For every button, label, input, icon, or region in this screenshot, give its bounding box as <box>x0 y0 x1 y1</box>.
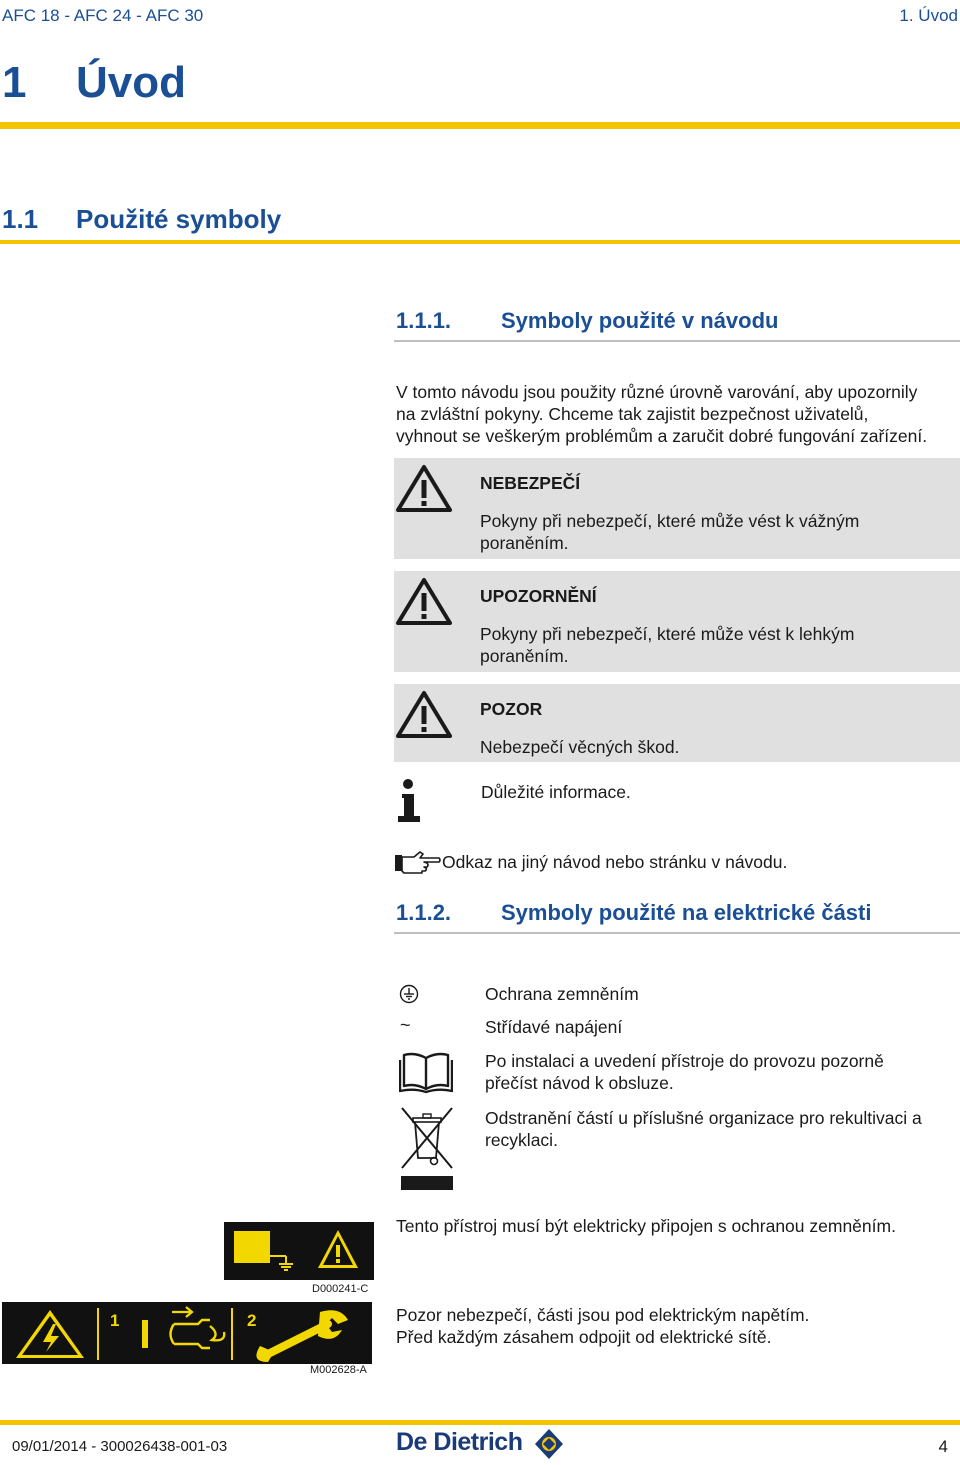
chapter-heading <box>2 58 186 108</box>
section-title: Použité symboly <box>76 204 282 234</box>
footer-date-reference: 09/01/2014 - 300026438-001-03 <box>12 1438 228 1455</box>
caution-text <box>480 736 679 758</box>
symbol-row-recycling <box>396 1104 960 1190</box>
voltage-label-step-2: 2 <box>247 1311 257 1330</box>
voltage-label-code: M002628-A <box>310 1364 367 1376</box>
alternating-current-icon: ~ <box>400 1015 411 1035</box>
chapter-rule <box>0 122 960 129</box>
brand-emblem-icon <box>534 1428 564 1460</box>
subsection-heading-1 <box>396 308 778 334</box>
warning-panel <box>394 571 960 672</box>
intro-paragraph <box>396 381 927 447</box>
subsection-rule-2 <box>394 932 960 934</box>
warning-triangle-icon <box>396 690 452 738</box>
subsection-heading-2 <box>396 900 871 926</box>
symbol-row-ac <box>396 1015 960 1039</box>
voltage-label-graphic <box>2 1302 372 1364</box>
running-header-right: 1. Úvod <box>899 6 958 25</box>
section-rule <box>0 240 960 244</box>
info-text: Důležité informace. <box>481 782 631 802</box>
voltage-label-step-1: 1 <box>110 1311 120 1330</box>
brand-logo <box>396 1428 522 1457</box>
danger-text-line: Pokyny při nebezpečí, které může vést k vážným <box>480 511 860 531</box>
section-number: 1.1 <box>2 204 39 234</box>
brand-name: De Dietrich <box>396 1428 523 1456</box>
recycling-text-line: Odstranění částí u příslušné organizace pro rekultivaci a <box>485 1108 922 1128</box>
recycling-text <box>485 1107 922 1151</box>
danger-text-line: poraněním. <box>480 533 569 553</box>
subsection-rule-1 <box>394 340 960 342</box>
running-header-left: AFC 18 - AFC 24 - AFC 30 <box>2 6 204 25</box>
subsection-title-1: Symboly použité v návodu <box>501 308 779 333</box>
pointing-hand-icon <box>394 849 442 875</box>
earthing-label-graphic <box>224 1222 374 1280</box>
warning-text-line: poraněním. <box>480 646 569 666</box>
voltage-label-line: Pozor nebezpečí, části jsou pod elektrickým napětím. <box>396 1305 810 1325</box>
manual-text-line: Po instalaci a uvedení přístroje do provozu pozorně <box>485 1051 884 1071</box>
manual-book-icon <box>399 1050 453 1094</box>
subsection-title-2: Symboly použité na elektrické části <box>501 900 872 925</box>
danger-text <box>480 510 859 554</box>
intro-line: V tomto návodu jsou použity různé úrovně varování, aby upozornily <box>396 382 918 402</box>
manual-text-line: přečíst návod k obsluze. <box>485 1073 674 1093</box>
recycling-text-line: recyklaci. <box>485 1130 558 1150</box>
chapter-title: Úvod <box>76 58 186 107</box>
reference-text: Odkaz na jiný návod nebo stránku v návodu. <box>442 852 788 872</box>
voltage-label-line: Před každým zásahem odpojit od elektrické sítě. <box>396 1327 772 1347</box>
intro-line: vyhnout se veškerým problémům a zaručit dobré fungování zařízení. <box>396 426 928 446</box>
chapter-number: 1 <box>2 58 27 107</box>
protective-earth-icon <box>399 984 419 1004</box>
danger-title: NEBEZPEČÍ <box>480 473 581 493</box>
subsection-number-2: 1.1.2. <box>396 900 452 925</box>
info-icon <box>396 778 422 824</box>
earthing-label-text: Tento přístroj musí být elektricky připojen s ochranou zemněním. <box>396 1216 896 1236</box>
caution-text-line: Nebezpečí věcných škod. <box>480 737 680 757</box>
earthing-label-code: D000241-C <box>312 1283 369 1295</box>
symbol-row-manual <box>396 1048 960 1098</box>
warning-text <box>480 623 854 667</box>
ac-text: Střídavé napájení <box>485 1017 623 1037</box>
page-number: 4 <box>938 1437 948 1456</box>
caution-title: POZOR <box>480 699 543 719</box>
crossed-bin-icon <box>400 1106 454 1190</box>
voltage-label-text <box>396 1304 809 1348</box>
section-heading <box>2 204 281 235</box>
manual-text <box>485 1050 884 1094</box>
intro-line: na zvláštní pokyny. Chceme tak zajistit bezpečnost uživatelů, <box>396 404 869 424</box>
footer-rule <box>0 1420 960 1425</box>
danger-panel <box>394 458 960 559</box>
warning-title: UPOZORNĚNÍ <box>480 586 597 606</box>
earth-text: Ochrana zemněním <box>485 984 639 1004</box>
caution-panel <box>394 684 960 762</box>
warning-triangle-icon <box>396 464 452 512</box>
subsection-number-1: 1.1.1. <box>396 308 452 333</box>
symbol-row-earth <box>396 982 960 1006</box>
warning-triangle-icon <box>396 577 452 625</box>
warning-text-line: Pokyny při nebezpečí, které může vést k lehkým <box>480 624 855 644</box>
